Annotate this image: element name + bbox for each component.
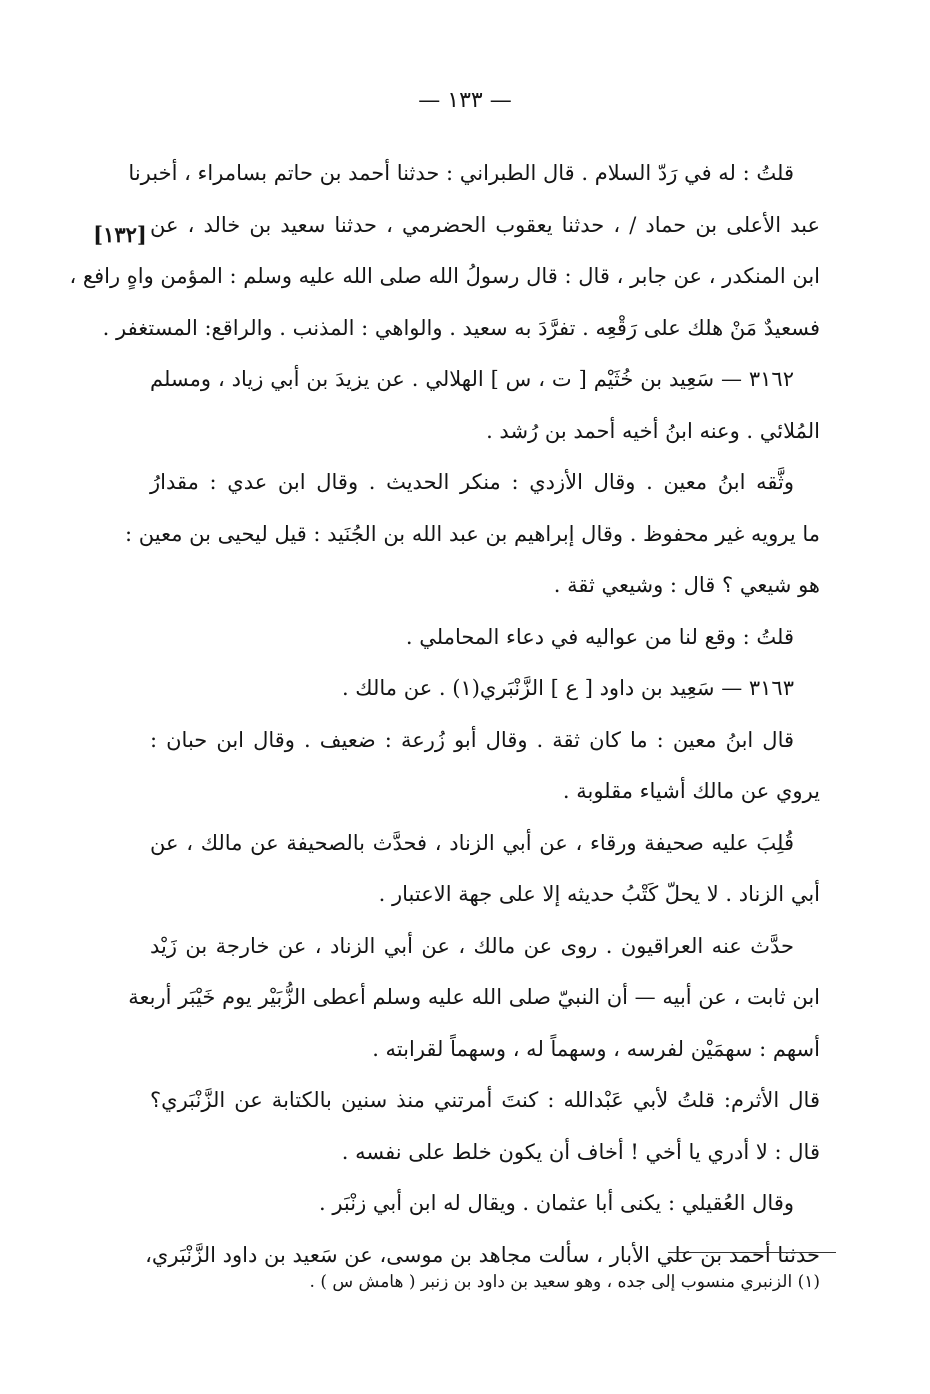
text-line: أسهم : سهمَيْن لفرسه ، وسهماً له ، وسهماً لقرابته . <box>372 1036 820 1061</box>
text-line: وقال العُقيلي : يكنى أبا عثمان . ويقال له ابن أبي زنْبَر . <box>318 1191 794 1215</box>
text-line: قال الأثرم: قلتُ لأبي عَبْدالله : كنتَ أمرتني منذ سنين بالكتابة عن الزَّنْبَري؟ <box>150 1088 820 1112</box>
text-line: أبي الزناد . لا يحلّ كَتْبُ حديثه إلا على جهة الاعتبار . <box>378 882 820 906</box>
margin-page-reference: [١٣٢] <box>93 222 147 247</box>
text-line: هو شيعي ؟ قال : وشيعي ثقة . <box>553 573 820 597</box>
text-line: ما يرويه غير محفوظ . وقال إبراهيم بن عبد الله بن الجُنَيد : قيل ليحيى بن معين : <box>125 521 820 546</box>
text-line: قلتُ : له في رَدّ السلام . قال الطبراني : حدثنا أحمد بن حاتم بسامراء ، أخبرنا <box>128 161 794 185</box>
text-line: ابن ثابت ، عن أبيه — أن النبيّ صلى الله عليه وسلم أعطى الزُّبَيْر يوم خَيْبَر أربعة <box>128 985 820 1009</box>
entry-heading-3163: ٣١٦٣ — سَعِيد بن داود [ ع ] الزَّنْبَري(١) . عن مالك . <box>341 676 794 700</box>
text-line: قُلِبَ عليه صحيفة ورقاء ، عن أبي الزناد ، فحدَّث بالصحيفة عن مالك ، عن <box>150 830 794 855</box>
text-line: ابن المنكدر ، عن جابر ، قال : قال رسولُ الله صلى الله عليه وسلم : المؤمن واهٍ رافع ، <box>69 264 820 288</box>
text-line: عبد الأعلى بن حماد / ، حدثنا يعقوب الحضرمي ، حدثنا سعيد بن خالد ، عن <box>150 212 820 237</box>
text-line: حدَّث عنه العراقيون . روى عن مالك ، عن أبي الزناد ، عن خارجة بن زَيْد <box>150 933 794 958</box>
entry-heading-3162: ٣١٦٢ — سَعِيد بن خُثَيْم [ ت ، س ] الهلالي . عن يزيدَ بن أبي زياد ، ومسلم <box>150 367 794 391</box>
text-line: وثَّقه ابنُ معين . وقال الأزدي : منكر الحديث . وقال ابن عدي : مقدارُ <box>150 470 794 494</box>
footnote: (١) الزنبري منسوب إلى جده ، وهو سعيد بن داود بن زنبر ( هامش س ) . <box>309 1272 820 1292</box>
text-line: قال ابنُ معين : ما كان ثقة . وقال أبو زُرعة : ضعيف . وقال ابن حبان : <box>150 727 794 752</box>
text-line: قلتُ : وقع لنا من عواليه في دعاء المحاملي . <box>405 624 794 649</box>
page-number: — ١٣٣ — <box>418 88 512 113</box>
footnote-divider <box>668 1252 836 1253</box>
text-line: حدثنا أحمد بن علي الأبار ، سألت مجاهد بن موسى، عن سَعيد بن داود الزَّنْبَري، <box>145 1242 820 1267</box>
text-line: يروي عن مالك أشياء مقلوبة . <box>562 779 820 803</box>
text-line: المُلائي . وعنه ابنُ أخيه أحمد بن رُشد . <box>486 418 820 443</box>
text-line: قال : لا أدري يا أخي ! أخاف أن يكون خلط على نفسه . <box>341 1139 820 1164</box>
text-line: فسعيدٌ مَنْ هلك على رَقْعِه . تفرَّدَ به سعيد . والواهي : المذنب . والراقع: المستغفر . <box>102 315 820 340</box>
